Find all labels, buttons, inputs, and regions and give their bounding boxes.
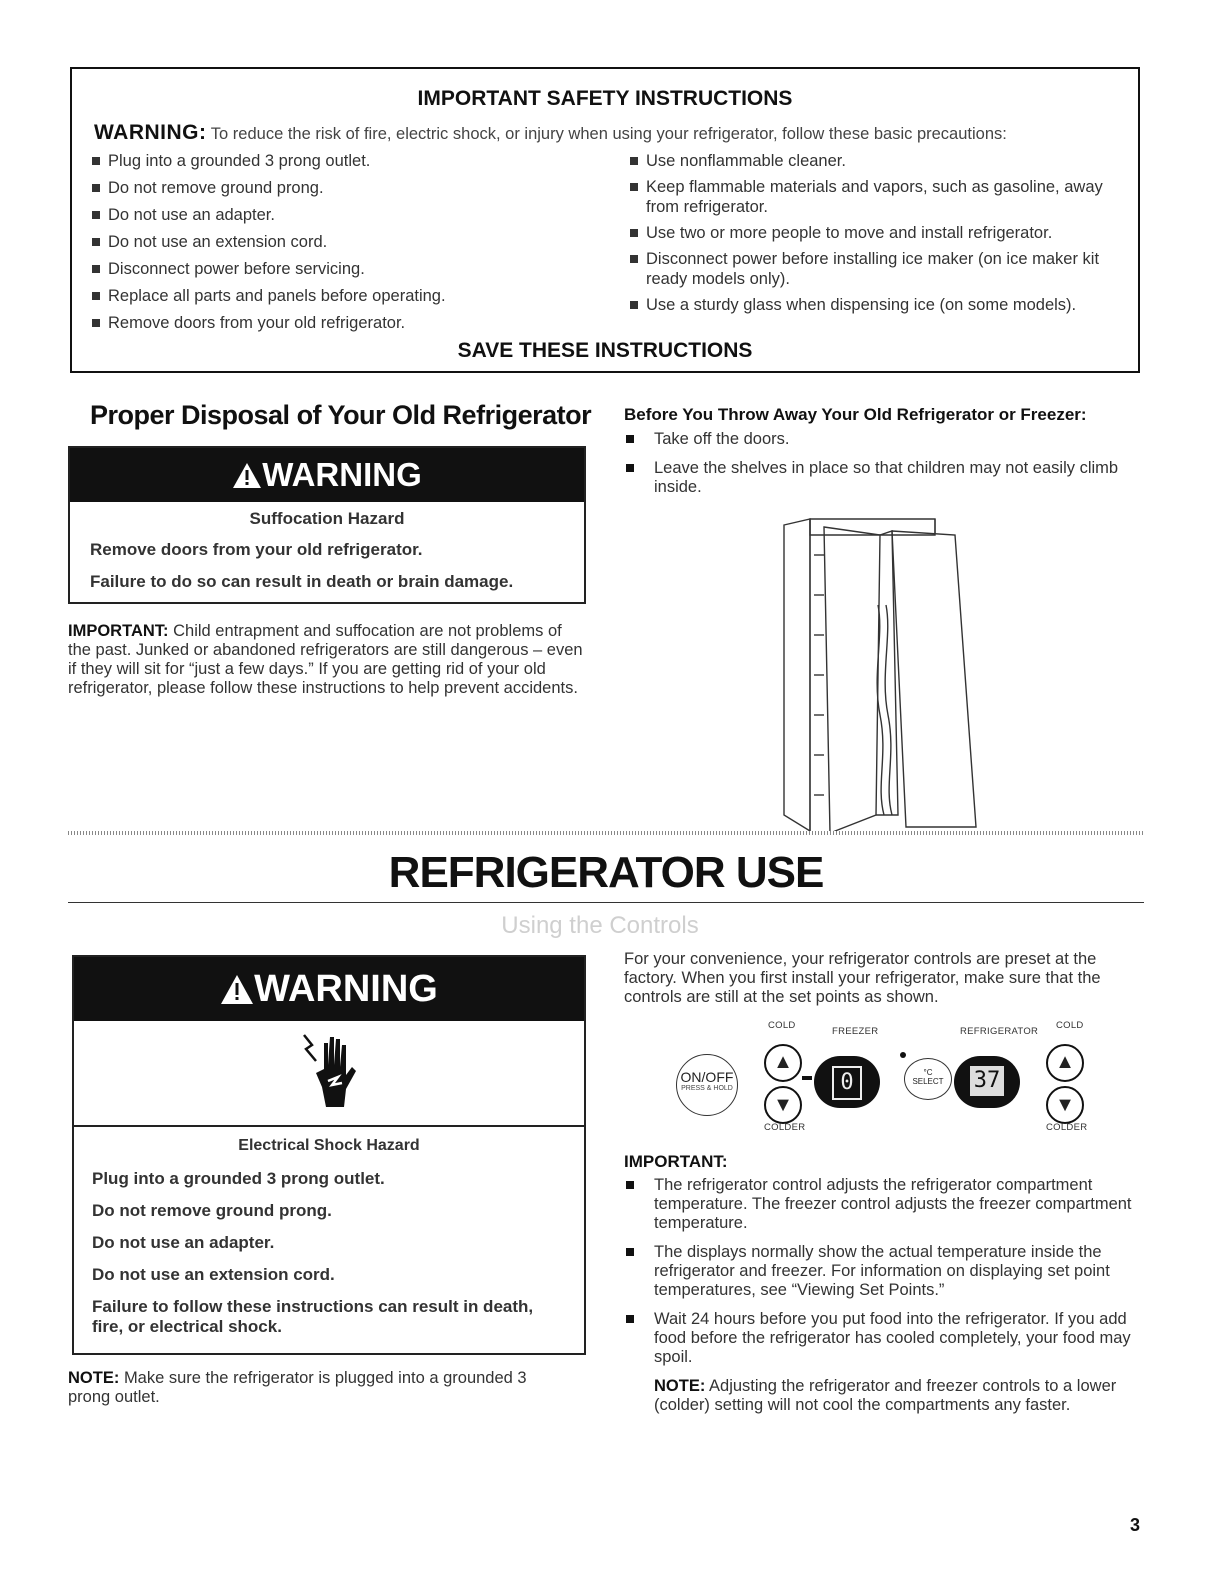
colder-label-right: COLDER bbox=[1046, 1122, 1088, 1133]
electrical-hazard-title: Electrical Shock Hazard bbox=[238, 1137, 420, 1154]
control-panel-illustration bbox=[660, 1016, 1100, 1136]
on-off-button[interactable] bbox=[676, 1054, 738, 1116]
note-label: NOTE: bbox=[68, 1369, 120, 1387]
list-item: Plug into a grounded 3 prong outlet. bbox=[90, 151, 590, 171]
section-divider bbox=[68, 831, 1144, 835]
safety-right-list bbox=[628, 151, 1128, 315]
important-text: Child entrapment and suffocation are not problems of the past. Junked or abandoned refrigerators are still dangerous – even if they will sit for “just a few days.” If you are getting rid of your old refrigerator, please follow these instructions to help prevent accidents. bbox=[68, 622, 583, 697]
before-list bbox=[624, 430, 1134, 497]
list-item: Use two or more people to move and install refrigerator. bbox=[628, 223, 1128, 243]
important-heading: IMPORTANT: bbox=[624, 1152, 728, 1171]
indicator-dot bbox=[900, 1052, 906, 1058]
colder-label-left: COLDER bbox=[764, 1122, 806, 1133]
hazard-line: Plug into a grounded 3 prong outlet. bbox=[92, 1169, 385, 1188]
hazard-line: Failure to do so can result in death or brain damage. bbox=[90, 572, 514, 591]
note-text: Make sure the refrigerator is plugged into a grounded 3 prong outlet. bbox=[68, 1369, 527, 1406]
before-you-throw-heading: Before You Throw Away Your Old Refrigerator or Freezer: bbox=[624, 405, 1087, 424]
list-item: Keep flammable materials and vapors, such as gasoline, away from refrigerator. bbox=[628, 177, 1128, 217]
list-item: Leave the shelves in place so that children may not easily climb inside. bbox=[624, 459, 1134, 497]
using-the-controls-subtitle: Using the Controls bbox=[501, 912, 699, 939]
hazard-line: Do not use an adapter. bbox=[92, 1233, 275, 1252]
select-label: SELECT bbox=[912, 1077, 944, 1086]
hazard-line: Failure to follow these instructions can result in death, fire, or electrical shock. bbox=[92, 1297, 534, 1336]
list-item: Replace all parts and panels before operating. bbox=[90, 286, 590, 306]
page-number: 3 bbox=[1129, 1515, 1140, 1535]
safety-warning-line bbox=[94, 121, 1007, 145]
safety-warning-label: WARNING: bbox=[94, 121, 207, 144]
refrigerator-label: REFRIGERATOR bbox=[960, 1026, 1039, 1037]
refrigerator-use-title: REFRIGERATOR USE bbox=[388, 848, 824, 897]
disposal-important-paragraph bbox=[68, 622, 588, 698]
list-item: Do not remove ground prong. bbox=[90, 178, 590, 198]
refrigerator-display bbox=[954, 1056, 1020, 1108]
chevron-down-icon: ▼ bbox=[1055, 1094, 1075, 1116]
list-item: Use a sturdy glass when dispensing ice (on some models). bbox=[628, 295, 1128, 315]
warning-triangle-icon bbox=[232, 461, 262, 489]
list-item: Take off the doors. bbox=[624, 430, 1134, 449]
cold-label-right: COLD bbox=[1056, 1020, 1084, 1031]
safety-instructions-box bbox=[70, 67, 1140, 373]
list-item: Do not use an extension cord. bbox=[90, 232, 590, 252]
save-instructions-footer: SAVE THESE INSTRUCTIONS bbox=[457, 339, 753, 362]
list-item: The displays normally show the actual temperature inside the refrigerator and freezer. For information on displaying set point temperatures, see “Viewing Set Points.” bbox=[624, 1243, 1140, 1300]
warning-band bbox=[74, 957, 584, 1021]
select-button[interactable] bbox=[904, 1058, 952, 1100]
list-item: Disconnect power before installing ice maker (on ice maker kit ready models only). bbox=[628, 249, 1128, 289]
refrigerator-down-button[interactable] bbox=[1046, 1086, 1084, 1124]
adjusting-note bbox=[624, 1377, 1140, 1415]
cold-label-left: COLD bbox=[768, 1020, 796, 1031]
refrigerator-up-button[interactable] bbox=[1046, 1044, 1084, 1082]
freezer-label: FREEZER bbox=[832, 1026, 879, 1037]
warning-band bbox=[70, 448, 584, 502]
list-item: Wait 24 hours before you put food into the refrigerator. If you add food before the refrigerator has cooled completely, your food may spoil. bbox=[624, 1310, 1140, 1367]
warning-triangle-icon bbox=[220, 973, 254, 1005]
warning-band-text: WARNING bbox=[262, 456, 422, 493]
electrical-note bbox=[68, 1369, 568, 1407]
electrical-shock-hand-icon bbox=[298, 1029, 368, 1109]
hazard-line: Do not remove ground prong. bbox=[92, 1201, 332, 1220]
note-label: NOTE: bbox=[654, 1377, 706, 1395]
freezer-up-button[interactable] bbox=[764, 1044, 802, 1082]
note-text: Adjusting the refrigerator and freezer controls to a lower (colder) setting will not cool the compartments any faster. bbox=[654, 1377, 1117, 1414]
list-item: The refrigerator control adjusts the refrigerator compartment temperature. The freezer control adjusts the freezer compartment temperature. bbox=[624, 1176, 1140, 1233]
important-list bbox=[624, 1176, 1140, 1415]
refrigerator-open-doors-illustration bbox=[780, 515, 1000, 840]
disposal-title: Proper Disposal of Your Old Refrigerator bbox=[90, 400, 592, 430]
list-item: Disconnect power before servicing. bbox=[90, 259, 590, 279]
suffocation-hazard-title: Suffocation Hazard bbox=[249, 509, 405, 528]
connector-dash bbox=[802, 1076, 812, 1080]
list-item: Use nonflammable cleaner. bbox=[628, 151, 1128, 171]
chevron-down-icon: ▼ bbox=[773, 1094, 793, 1116]
list-item: Remove doors from your old refrigerator. bbox=[90, 313, 590, 333]
chevron-up-icon: ▲ bbox=[773, 1051, 793, 1073]
freezer-display-value: 0 bbox=[832, 1066, 862, 1100]
hazard-line: Remove doors from your old refrigerator. bbox=[90, 540, 423, 559]
freezer-down-button[interactable] bbox=[764, 1086, 802, 1124]
controls-intro: For your convenience, your refrigerator controls are preset at the factory. When you first install your refrigerator, make sure that the controls are still at the set points as shown. bbox=[624, 950, 1101, 1006]
safety-title: IMPORTANT SAFETY INSTRUCTIONS bbox=[417, 87, 793, 110]
on-off-label: ON/OFF bbox=[680, 1069, 734, 1085]
warning-band-text: WARNING bbox=[254, 968, 438, 1010]
refrigerator-display-value: 37 bbox=[970, 1066, 1005, 1096]
freezer-display bbox=[814, 1056, 880, 1108]
title-rule bbox=[68, 902, 1144, 903]
degree-label: °C bbox=[923, 1068, 933, 1077]
hazard-line: Do not use an extension cord. bbox=[92, 1265, 335, 1284]
safety-warning-text: To reduce the risk of fire, electric shock, or injury when using your refrigerator, follow these basic precautions: bbox=[210, 125, 1007, 143]
chevron-up-icon: ▲ bbox=[1055, 1051, 1075, 1073]
safety-left-list bbox=[90, 151, 590, 333]
suffocation-warning-box bbox=[68, 446, 586, 604]
press-hold-label: PRESS & HOLD bbox=[681, 1085, 733, 1092]
important-label: IMPORTANT: bbox=[68, 622, 169, 640]
electrical-warning-box bbox=[72, 955, 586, 1355]
list-item: Do not use an adapter. bbox=[90, 205, 590, 225]
warning-box-rule bbox=[74, 1125, 584, 1127]
